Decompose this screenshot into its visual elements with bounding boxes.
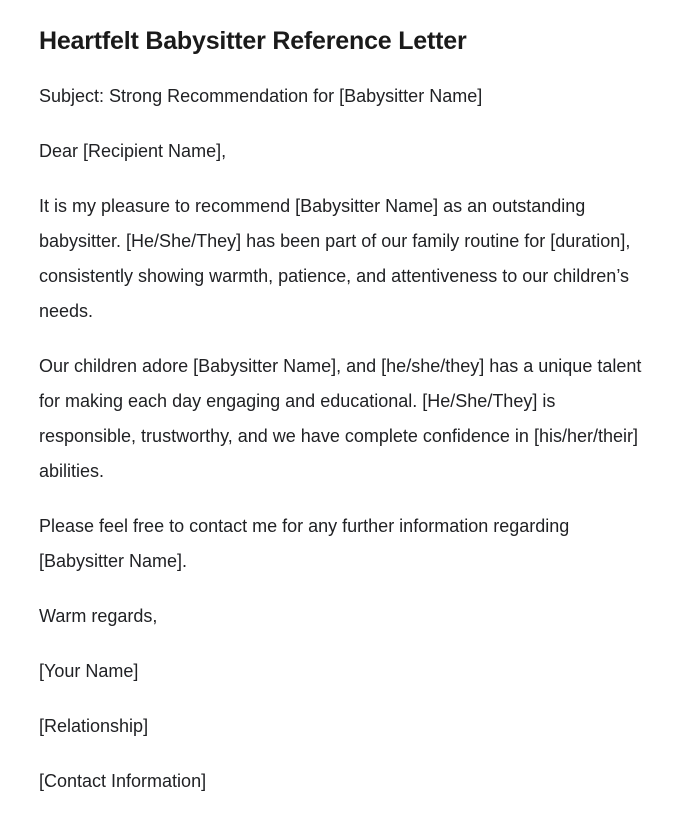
closing-line: Warm regards, — [39, 606, 158, 626]
signature-your-name: [Your Name] — [39, 661, 139, 681]
salutation: Dear [Recipient Name], — [39, 141, 227, 161]
page-title: Heartfelt Babysitter Reference Letter — [39, 27, 467, 55]
signature-contact-information: [Contact Information] — [39, 771, 207, 791]
signature-relationship: [Relationship] — [39, 716, 149, 736]
body-paragraph-3: Please feel free to contact me for any further information regarding [Babysitter Name]. — [39, 516, 570, 571]
body-paragraph-1: It is my pleasure to recommend [Babysitter Name] as an outstanding babysitter. [He/She/They] has been part of our family routine for [duration], consistently showing warmth, patience, and attentiveness to our children’s needs. — [39, 196, 631, 321]
subject-line: Subject: Strong Recommendation for [Babysitter Name] — [39, 86, 483, 106]
body-paragraph-2: Our children adore [Babysitter Name], and [he/she/they] has a unique talent for making each day engaging and educational. [He/She/They] is responsible, trustworthy, and we have complete confidence in [his/her/their] abilities. — [39, 356, 642, 481]
